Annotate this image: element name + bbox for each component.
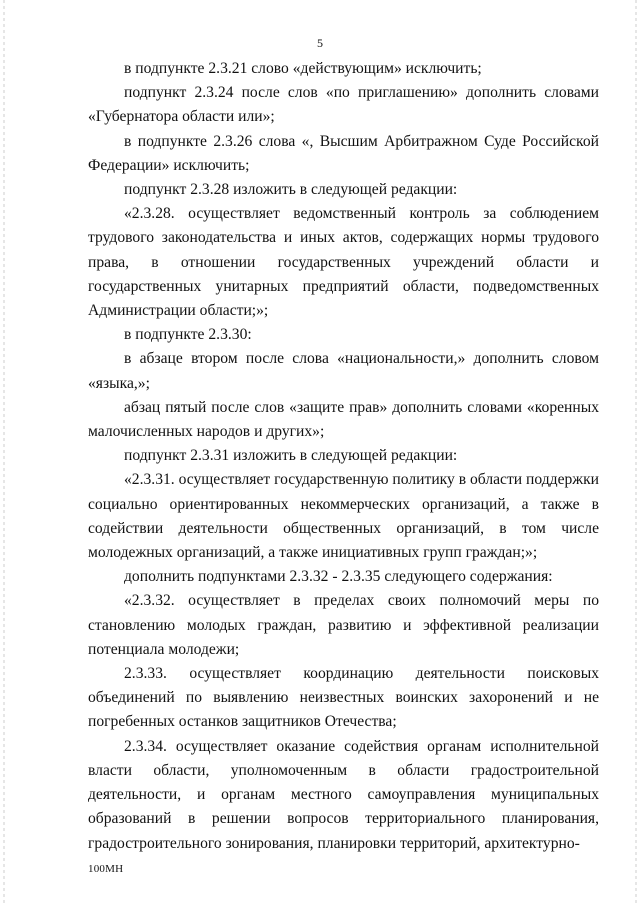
- paragraph-2-3-30-second: в абзаце втором после слова «национальности,» дополнить словом «языка,»;: [88, 350, 599, 392]
- paragraph-2-3-28-text: «2.3.28. осуществляет ведомственный контроль за соблюдением трудового законодательства и иных актов, содержащих нормы трудового права, в отношении государственных учреждений области и государственных унитарных предприятий области, подведомственных Администрации области;»;: [88, 205, 599, 320]
- paragraph-2-3-26: в подпункте 2.3.26 слова «, Высшим Арбитражном Суде Российской Федерации» исключить;: [88, 132, 599, 174]
- document-code: 100МН: [88, 863, 124, 875]
- scan-edge-right: [635, 0, 637, 905]
- scan-edge-left: [3, 0, 5, 905]
- paragraph-2-3-33: 2.3.33. осуществляет координацию деятельности поисковых объединений по выявлению неизвестных воинских захоронений и не погребенных останков защитников Отечества;: [88, 665, 599, 731]
- paragraph-2-3-28-intro: подпункт 2.3.28 изложить в следующей редакции:: [124, 181, 458, 199]
- paragraph-2-3-30-fifth: абзац пятый после слов «защите прав» дополнить словами «коренных малочисленных народов и других»;: [88, 398, 599, 441]
- paragraph-2-3-21: в подпункте 2.3.21 слово «действующим» исключить;: [124, 60, 482, 77]
- paragraph-2-3-31-text: «2.3.31. осуществляет государственную политику в области поддержки социально ориентированных некоммерческих организаций, а также в содействии деятельности общественных организаций, в том числе молодежных организаций, а также инициативных групп граждан;»;: [88, 471, 599, 562]
- paragraph-2-3-32-35-intro: дополнить подпунктами 2.3.32 - 2.3.35 следующего содержания:: [124, 568, 553, 586]
- paragraph-2-3-34: 2.3.34. осуществляет оказание содействия органам исполнительной власти области, уполномоченным в области градостроительной деятельности, и органам местного самоуправления муниципальных образований в решении вопросов территориального планирования, градостроительного зонирования, планировки территорий, архитектурно-: [88, 737, 599, 852]
- paragraph-2-3-24: подпункт 2.3.24 после слов «по приглашению» дополнить словами «Губернатора области или»;: [88, 84, 599, 126]
- paragraph-2-3-30-intro: в подпункте 2.3.30:: [124, 326, 252, 344]
- paragraph-2-3-31-intro: подпункт 2.3.31 изложить в следующей редакции:: [124, 447, 458, 465]
- paragraph-2-3-32: «2.3.32. осуществляет в пределах своих полномочий меры по становлению молодых граждан, развитию и эффективной реализации потенциала молодежи;: [88, 592, 599, 658]
- document-body: [88, 57, 599, 856]
- page-number: 5: [317, 36, 323, 50]
